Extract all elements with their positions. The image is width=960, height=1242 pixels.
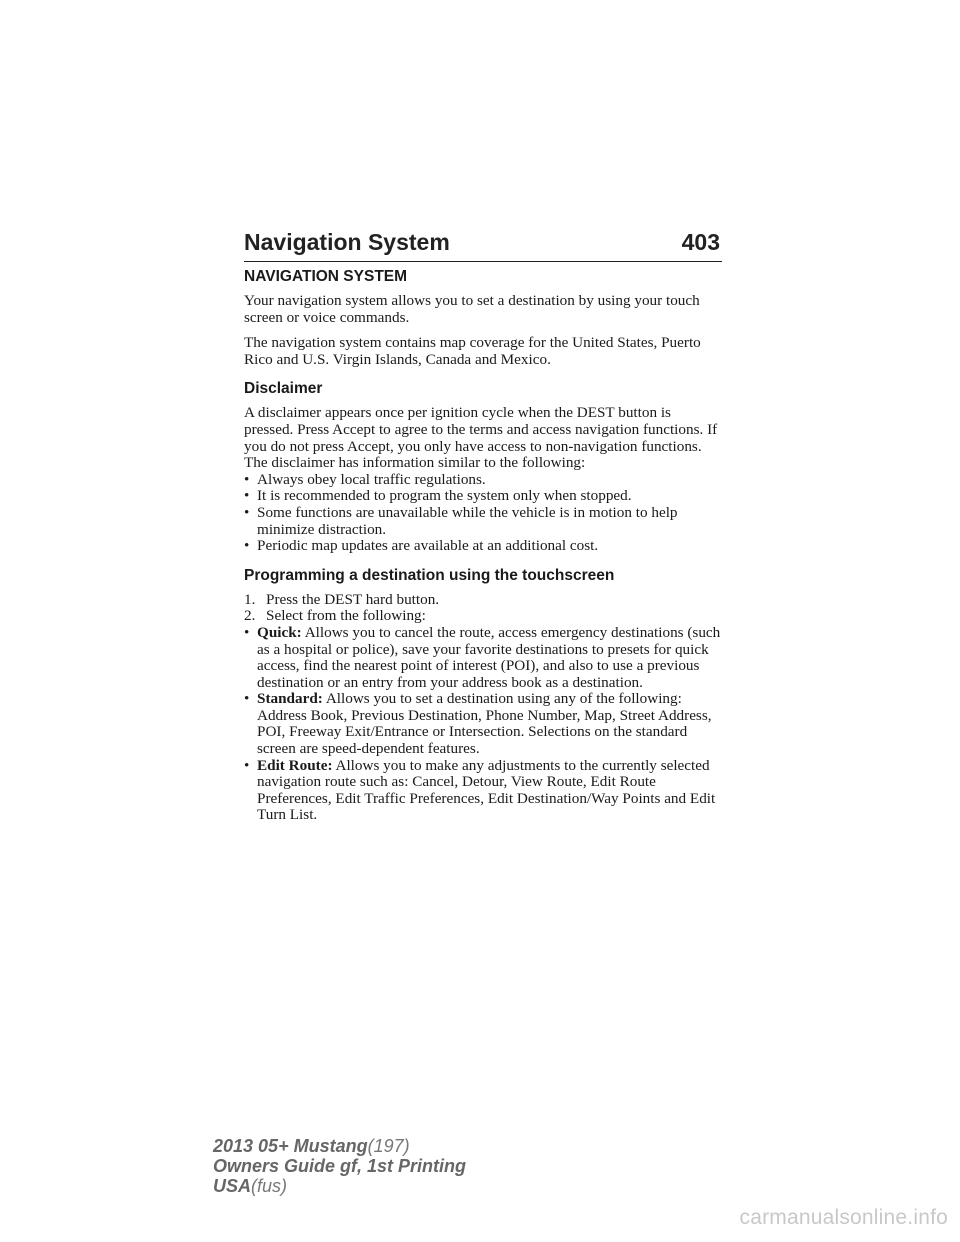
bullet-mark: • bbox=[244, 487, 250, 505]
step-number: 1. bbox=[244, 590, 256, 608]
option-text-edit-route: Allows you to make any adjustments to the currently selected navigation route such as: Cancel, Detour, View Route, Edit Route Preferences, Edit Traffic Preferences, Edit Destination/Way Points and Edit Turn List. bbox=[257, 756, 716, 824]
page-number: 403 bbox=[681, 229, 720, 255]
footer-line bbox=[213, 1156, 466, 1176]
footer-line bbox=[213, 1136, 466, 1156]
step-item bbox=[244, 592, 724, 609]
option-text-standard: Allows you to set a destination using any of the following: Address Book, Previous Destination, Phone Number, Map, Street Address, POI, Freeway Exit/Entrance or Intersection. Selections on the standard screen are speed-dependent features. bbox=[257, 690, 712, 758]
option-label-edit-route: Edit Route: bbox=[257, 756, 333, 774]
section-heading-disclaimer: Disclaimer bbox=[244, 380, 323, 398]
footer-market-code: (fus) bbox=[251, 1176, 288, 1196]
list-item bbox=[244, 472, 724, 489]
list-item bbox=[244, 691, 724, 757]
step-text: Select from the following: bbox=[266, 607, 426, 625]
bullet-text: It is recommended to program the system only when stopped. bbox=[257, 487, 632, 505]
option-label-standard: Standard: bbox=[257, 690, 323, 708]
option-label-quick: Quick: bbox=[257, 623, 302, 641]
list-item bbox=[244, 488, 724, 505]
footer-model-code: (197) bbox=[367, 1136, 410, 1156]
footer-model: 2013 05+ Mustang bbox=[213, 1136, 368, 1156]
bullet-text: Always obey local traffic regulations. bbox=[257, 470, 486, 488]
bullet-mark: • bbox=[244, 470, 250, 488]
site-watermark: carmanualsonline.info bbox=[739, 1206, 948, 1229]
list-item bbox=[244, 625, 724, 691]
paragraph-intro: Your navigation system allows you to set a destination by using your touch screen or voice commands. bbox=[244, 292, 700, 326]
destination-option-list bbox=[244, 625, 724, 824]
bullet-mark: • bbox=[244, 623, 250, 641]
step-number: 2. bbox=[244, 607, 256, 625]
option-text-quick: Allows you to cancel the route, access emergency destinations (such as a hospital or police), save your favorite destinations to presets for quick access, find the nearest point of interest (POI), and also to use a previous destination or an entry from your address book as a destination. bbox=[257, 623, 721, 691]
page-header bbox=[244, 228, 722, 262]
step-item bbox=[244, 608, 724, 625]
paragraph-disclaimer: A disclaimer appears once per ignition cycle when the DEST button is pressed. Press Accept to agree to the terms and access navigation functions. If you do not press Accept, you only have access to non-navigation functions. The disclaimer has information similar to the following: bbox=[244, 404, 718, 472]
chapter-title: Navigation System bbox=[244, 229, 450, 255]
list-item bbox=[244, 538, 724, 555]
section-heading-programming: Programming a destination using the touchscreen bbox=[244, 566, 615, 584]
footer-market: USA bbox=[213, 1176, 252, 1196]
bullet-mark: • bbox=[244, 690, 250, 708]
disclaimer-bullet-list bbox=[244, 472, 724, 555]
bullet-text: Periodic map updates are available at an additional cost. bbox=[257, 537, 599, 555]
list-item bbox=[244, 505, 724, 538]
list-item bbox=[244, 758, 724, 824]
bullet-mark: • bbox=[244, 756, 250, 774]
page-content bbox=[244, 268, 724, 824]
step-text: Press the DEST hard button. bbox=[266, 590, 440, 608]
paragraph-coverage: The navigation system contains map coverage for the United States, Puerto Rico and U.S. Virgin Islands, Canada and Mexico. bbox=[244, 334, 701, 368]
programming-step-list bbox=[244, 592, 724, 625]
print-footer bbox=[213, 1136, 466, 1196]
footer-guide: Owners Guide gf, 1st Printing bbox=[213, 1156, 467, 1176]
bullet-text: Some functions are unavailable while the vehicle is in motion to help minimize distraction. bbox=[257, 503, 678, 538]
footer-line bbox=[213, 1176, 466, 1196]
section-heading-navigation-system: NAVIGATION SYSTEM bbox=[244, 268, 408, 285]
bullet-mark: • bbox=[244, 503, 250, 521]
bullet-mark: • bbox=[244, 537, 250, 555]
